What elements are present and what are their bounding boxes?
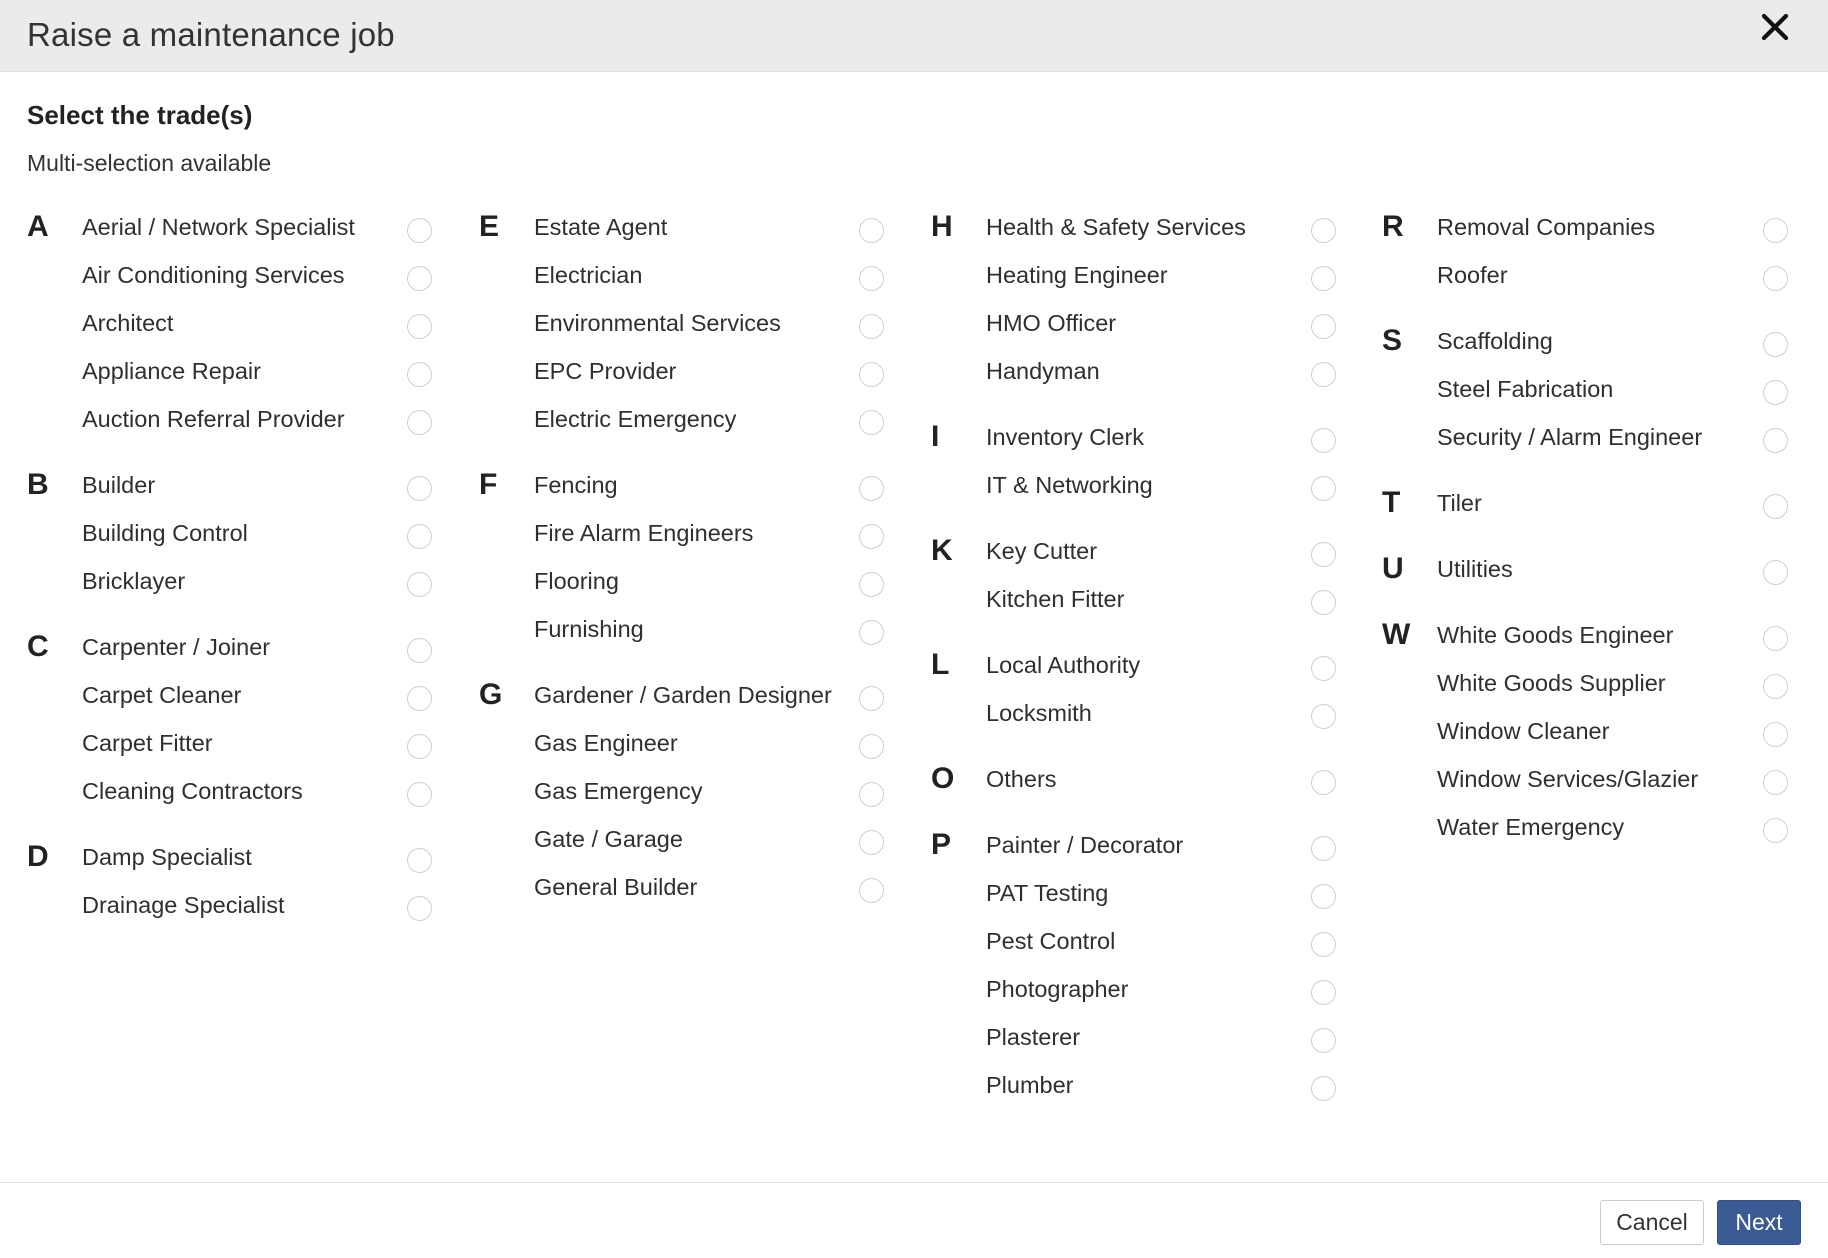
trade-option-label: Health & Safety Services xyxy=(986,214,1246,240)
trade-option-label: Plasterer xyxy=(986,1024,1081,1050)
trade-option-label: Builder xyxy=(82,472,156,498)
trade-option[interactable] xyxy=(82,208,437,256)
trade-group-e xyxy=(479,208,889,448)
trade-option-label: Drainage Specialist xyxy=(82,892,285,918)
trade-option-label: Bricklayer xyxy=(82,568,186,594)
trade-option-label: Key Cutter xyxy=(986,538,1098,564)
trade-select-radio[interactable] xyxy=(1311,884,1336,909)
trade-option[interactable] xyxy=(986,352,1341,400)
trade-select-radio[interactable] xyxy=(1311,1028,1336,1053)
group-letter: O xyxy=(931,762,955,795)
trade-select-radio[interactable] xyxy=(1311,1076,1336,1101)
trade-option-label: Auction Referral Provider xyxy=(82,406,345,432)
trade-option[interactable] xyxy=(82,886,437,934)
trade-group-s xyxy=(1382,322,1792,466)
trade-option[interactable] xyxy=(82,724,437,772)
trade-select-radio[interactable] xyxy=(859,830,884,855)
trade-option[interactable] xyxy=(82,562,437,610)
trade-select-radio[interactable] xyxy=(407,410,432,435)
trade-select-radio[interactable] xyxy=(1311,980,1336,1005)
trade-group-r xyxy=(1382,208,1792,304)
trade-option[interactable] xyxy=(986,580,1341,628)
trade-option-label: Water Emergency xyxy=(1437,814,1625,840)
trade-option-label: Pest Control xyxy=(986,928,1116,954)
trade-option-label: Handyman xyxy=(986,358,1100,384)
trade-option-label: Steel Fabrication xyxy=(1437,376,1614,402)
trade-option[interactable] xyxy=(1437,664,1792,712)
trade-select-radio[interactable] xyxy=(1311,932,1336,957)
trade-select-radio[interactable] xyxy=(407,218,432,243)
trade-select-radio[interactable] xyxy=(1763,428,1788,453)
trade-option-label: Cleaning Contractors xyxy=(82,778,303,804)
dialog-footer xyxy=(0,1182,1828,1258)
trade-option[interactable] xyxy=(1437,550,1792,598)
trade-option[interactable] xyxy=(82,514,437,562)
trade-option-label: Tiler xyxy=(1437,490,1482,516)
trade-select-radio[interactable] xyxy=(1763,674,1788,699)
trade-option[interactable] xyxy=(986,418,1341,466)
trade-select-radio[interactable] xyxy=(1311,704,1336,729)
trade-option-label: IT & Networking xyxy=(986,472,1153,498)
group-letter: W xyxy=(1382,618,1411,651)
section-heading: Select the trade(s) xyxy=(27,100,253,130)
trade-option[interactable] xyxy=(1437,418,1792,466)
group-letter: F xyxy=(479,468,498,501)
trade-option-label: Locksmith xyxy=(986,700,1092,726)
trade-option-label: Gate / Garage xyxy=(534,826,683,852)
trade-select-radio[interactable] xyxy=(859,782,884,807)
trade-option[interactable] xyxy=(986,922,1341,970)
trade-option[interactable] xyxy=(986,532,1341,580)
trade-select-radio[interactable] xyxy=(1763,818,1788,843)
trade-select-radio[interactable] xyxy=(407,476,432,501)
trade-group-c xyxy=(27,628,437,820)
trade-select-radio[interactable] xyxy=(859,620,884,645)
trade-option[interactable] xyxy=(1437,208,1792,256)
trade-option-label: Scaffolding xyxy=(1437,328,1553,354)
trade-option-label: Gas Emergency xyxy=(534,778,703,804)
group-letter: P xyxy=(931,828,952,861)
group-letter: I xyxy=(931,420,940,453)
trade-option-label: Flooring xyxy=(534,568,619,594)
trade-option[interactable] xyxy=(986,304,1341,352)
dialog-header xyxy=(0,0,1828,72)
trade-select-radio[interactable] xyxy=(859,314,884,339)
trade-option[interactable] xyxy=(82,256,437,304)
trade-option[interactable] xyxy=(986,694,1341,742)
close-button[interactable] xyxy=(1758,10,1792,44)
trade-select-radio[interactable] xyxy=(1311,656,1336,681)
trade-select-radio[interactable] xyxy=(407,896,432,921)
trade-option-label: Gas Engineer xyxy=(534,730,678,756)
section-subheading: Multi-selection available xyxy=(27,150,272,176)
trade-option-label: Furnishing xyxy=(534,616,644,642)
trade-select-radio[interactable] xyxy=(1763,560,1788,585)
trade-select-radio[interactable] xyxy=(859,266,884,291)
trade-option-label: EPC Provider xyxy=(534,358,677,384)
trade-column xyxy=(27,208,437,952)
group-letter: H xyxy=(931,210,953,243)
trade-option[interactable] xyxy=(1437,808,1792,856)
trade-group-l xyxy=(931,646,1341,742)
trade-select-radio[interactable] xyxy=(1763,626,1788,651)
trade-select-radio[interactable] xyxy=(859,476,884,501)
trade-option-label: Fencing xyxy=(534,472,618,498)
trade-option[interactable] xyxy=(534,724,889,772)
trade-option[interactable] xyxy=(986,760,1341,808)
trade-group-p xyxy=(931,826,1341,1114)
trade-option[interactable] xyxy=(986,208,1341,256)
trade-option-label: Plumber xyxy=(986,1072,1074,1098)
trade-option[interactable] xyxy=(986,970,1341,1018)
trade-column xyxy=(479,208,889,934)
trade-select-radio[interactable] xyxy=(859,410,884,435)
trade-option[interactable] xyxy=(986,874,1341,922)
trade-group-i xyxy=(931,418,1341,514)
trade-select-radio[interactable] xyxy=(859,734,884,759)
trade-select-radio[interactable] xyxy=(1311,542,1336,567)
group-letter: D xyxy=(27,840,49,873)
trade-option[interactable] xyxy=(1437,712,1792,760)
trade-select-radio[interactable] xyxy=(1311,770,1336,795)
trade-select-radio[interactable] xyxy=(1311,590,1336,615)
trade-select-radio[interactable] xyxy=(1763,494,1788,519)
trade-select-radio[interactable] xyxy=(407,266,432,291)
trade-option-label: Inventory Clerk xyxy=(986,424,1145,450)
group-letter: K xyxy=(931,534,953,567)
trade-select-radio[interactable] xyxy=(407,524,432,549)
trade-select-radio[interactable] xyxy=(1311,218,1336,243)
trade-select-radio[interactable] xyxy=(1763,332,1788,357)
trade-option-label: Environmental Services xyxy=(534,310,781,336)
trade-option-label: White Goods Supplier xyxy=(1437,670,1666,696)
trade-select-radio[interactable] xyxy=(859,878,884,903)
trade-select-radio[interactable] xyxy=(1311,428,1336,453)
trade-option-label: Photographer xyxy=(986,976,1129,1002)
trade-option[interactable] xyxy=(82,676,437,724)
trade-column xyxy=(931,208,1341,1132)
trade-select-radio[interactable] xyxy=(407,848,432,873)
trade-option[interactable] xyxy=(82,352,437,400)
trade-group-h xyxy=(931,208,1341,400)
trade-option[interactable] xyxy=(534,868,889,916)
trade-option[interactable] xyxy=(986,646,1341,694)
group-letter: B xyxy=(27,468,49,501)
group-letter: C xyxy=(27,630,49,663)
trade-option[interactable] xyxy=(1437,616,1792,664)
trade-option-label: Electrician xyxy=(534,262,643,288)
trade-option-label: Others xyxy=(986,766,1057,792)
trade-option[interactable] xyxy=(82,400,437,448)
trade-select-radio[interactable] xyxy=(1311,836,1336,861)
trade-option[interactable] xyxy=(82,838,437,886)
trade-select-radio[interactable] xyxy=(407,638,432,663)
trade-option[interactable] xyxy=(534,610,889,658)
trade-option[interactable] xyxy=(534,676,889,724)
trade-option-label: Roofer xyxy=(1437,262,1508,288)
trade-option[interactable] xyxy=(534,352,889,400)
trade-option-label: Fire Alarm Engineers xyxy=(534,520,754,546)
trade-option[interactable] xyxy=(1437,484,1792,532)
trade-select-radio[interactable] xyxy=(1311,362,1336,387)
trade-option-label: HMO Officer xyxy=(986,310,1117,336)
group-letter: U xyxy=(1382,552,1404,585)
trade-option[interactable] xyxy=(534,400,889,448)
trade-option-label: Damp Specialist xyxy=(82,844,252,870)
trade-select-radio[interactable] xyxy=(407,686,432,711)
trade-option-label: Gardener / Garden Designer xyxy=(534,682,832,708)
trade-group-a xyxy=(27,208,437,448)
trade-select-radio[interactable] xyxy=(1311,476,1336,501)
trade-group-o xyxy=(931,760,1341,808)
trade-option[interactable] xyxy=(82,466,437,514)
trade-option-label: Removal Companies xyxy=(1437,214,1656,240)
trade-option-label: White Goods Engineer xyxy=(1437,622,1674,648)
trade-select-radio[interactable] xyxy=(1763,218,1788,243)
trade-option-label: Appliance Repair xyxy=(82,358,261,384)
trade-option[interactable] xyxy=(82,628,437,676)
group-letter: S xyxy=(1382,324,1403,357)
trade-option-label: Electric Emergency xyxy=(534,406,737,432)
trade-select-radio[interactable] xyxy=(407,782,432,807)
trade-group-g xyxy=(479,676,889,916)
trade-select-radio[interactable] xyxy=(407,572,432,597)
trade-group-w xyxy=(1382,616,1792,856)
trade-select-radio[interactable] xyxy=(1763,380,1788,405)
trade-option[interactable] xyxy=(986,1018,1341,1066)
trade-option-label: Architect xyxy=(82,310,174,336)
trade-option-label: Estate Agent xyxy=(534,214,668,240)
trade-option-label: Local Authority xyxy=(986,652,1141,678)
trade-select-radio[interactable] xyxy=(859,686,884,711)
group-letter: A xyxy=(27,210,49,243)
trade-option-label: General Builder xyxy=(534,874,698,900)
trade-select-radio[interactable] xyxy=(859,524,884,549)
trade-select-radio[interactable] xyxy=(1763,266,1788,291)
trade-option-label: Window Cleaner xyxy=(1437,718,1610,744)
trade-option-label: Carpet Fitter xyxy=(82,730,213,756)
trade-option-label: Carpenter / Joiner xyxy=(82,634,271,660)
trade-group-k xyxy=(931,532,1341,628)
group-letter: L xyxy=(931,648,950,681)
trade-option[interactable] xyxy=(986,466,1341,514)
trade-option[interactable] xyxy=(534,256,889,304)
trade-select-radio[interactable] xyxy=(1763,770,1788,795)
trade-option[interactable] xyxy=(1437,322,1792,370)
next-button[interactable]: Next xyxy=(1717,1200,1801,1245)
trade-select-radio[interactable] xyxy=(1311,266,1336,291)
trade-select-radio[interactable] xyxy=(407,314,432,339)
trade-option-label: Heating Engineer xyxy=(986,262,1168,288)
trade-option[interactable] xyxy=(534,772,889,820)
trade-option[interactable] xyxy=(534,208,889,256)
group-letter: E xyxy=(479,210,500,243)
trade-option[interactable] xyxy=(82,304,437,352)
trade-select-radio[interactable] xyxy=(407,734,432,759)
close-icon xyxy=(1758,10,1792,44)
trade-option[interactable] xyxy=(1437,370,1792,418)
trade-option-label: Kitchen Fitter xyxy=(986,586,1125,612)
trade-select-radio[interactable] xyxy=(407,362,432,387)
trade-group-b xyxy=(27,466,437,610)
trade-option[interactable] xyxy=(534,562,889,610)
trade-group-d xyxy=(27,838,437,934)
trade-option-label: Carpet Cleaner xyxy=(82,682,242,708)
trade-option[interactable] xyxy=(82,772,437,820)
trade-option[interactable] xyxy=(534,304,889,352)
trade-option[interactable] xyxy=(534,514,889,562)
trade-option[interactable] xyxy=(534,820,889,868)
trade-option-label: Painter / Decorator xyxy=(986,832,1184,858)
trade-option-label: Air Conditioning Services xyxy=(82,262,345,288)
trade-select-radio[interactable] xyxy=(1311,314,1336,339)
trade-option-label: Aerial / Network Specialist xyxy=(82,214,355,240)
trade-select-radio[interactable] xyxy=(859,572,884,597)
trade-option-label: Building Control xyxy=(82,520,248,546)
trade-select-radio[interactable] xyxy=(1763,722,1788,747)
trade-group-u xyxy=(1382,550,1792,598)
group-letter: T xyxy=(1382,486,1401,519)
trade-group-t xyxy=(1382,484,1792,532)
group-letter: G xyxy=(479,678,503,711)
trade-option[interactable] xyxy=(1437,256,1792,304)
trade-option-label: PAT Testing xyxy=(986,880,1109,906)
trade-option-label: Utilities xyxy=(1437,556,1513,582)
trade-column xyxy=(1382,208,1792,874)
trade-option[interactable] xyxy=(1437,760,1792,808)
trade-option-label: Window Services/Glazier xyxy=(1437,766,1699,792)
trade-option[interactable] xyxy=(986,256,1341,304)
dialog-title: Raise a maintenance job xyxy=(27,16,395,53)
trade-option[interactable] xyxy=(986,826,1341,874)
trade-select-radio[interactable] xyxy=(859,362,884,387)
trade-option[interactable] xyxy=(986,1066,1341,1114)
cancel-button[interactable]: Cancel xyxy=(1600,1200,1704,1245)
trade-group-f xyxy=(479,466,889,658)
group-letter: R xyxy=(1382,210,1404,243)
trade-option[interactable] xyxy=(534,466,889,514)
trade-select-radio[interactable] xyxy=(859,218,884,243)
trade-option-label: Security / Alarm Engineer xyxy=(1437,424,1703,450)
